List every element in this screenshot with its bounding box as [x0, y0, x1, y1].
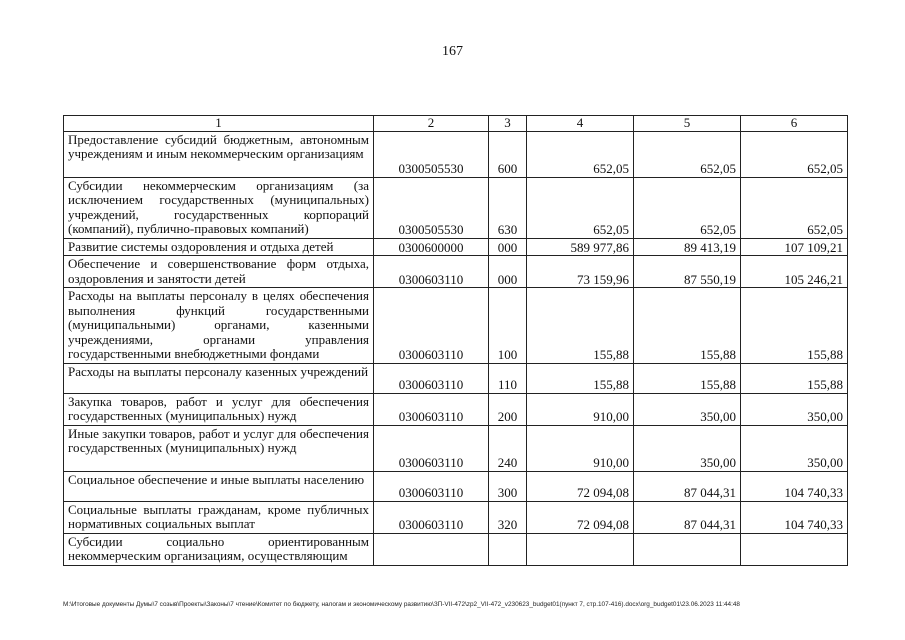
row-expense-type: 200 [489, 393, 527, 425]
row-value-col6: 104 740,33 [741, 471, 848, 501]
row-description: Субсидии некоммерческим организациям (за исключением государственных (муниципальных) учреждений, государственных корпораций (компаний), публично-правовых компаний) [64, 177, 374, 238]
row-target-code: 0300603110 [374, 393, 489, 425]
table-row [64, 177, 848, 238]
row-value-col4: 72 094,08 [527, 471, 634, 501]
row-description: Иные закупки товаров, работ и услуг для обеспечения государственных (муниципальных) нужд [64, 425, 374, 471]
row-description: Расходы на выплаты персоналу казенных учреждений [64, 363, 374, 393]
row-value-col4 [527, 533, 634, 565]
row-target-code: 0300603110 [374, 363, 489, 393]
document-path-footer: M:\Итоговые документы Думы\7 созыв\Проекты\Законы\7 чтение\Комитет по бюджету, налогам и экономическому развитию\ЗП-VII-472\zp2_VII-472_v230623_budget01(пункт 7, стр.107-416).docx\org_budget01\23.06.2023 11:44:48 [63, 601, 740, 608]
row-expense-type: 300 [489, 471, 527, 501]
row-value-col5: 87 044,31 [634, 471, 741, 501]
row-expense-type: 320 [489, 501, 527, 533]
row-target-code: 0300603110 [374, 471, 489, 501]
row-target-code: 0300505530 [374, 177, 489, 238]
row-value-col6: 350,00 [741, 425, 848, 471]
page-number: 167 [442, 44, 463, 59]
row-description: Закупка товаров, работ и услуг для обеспечения государственных (муниципальных) нужд [64, 393, 374, 425]
row-value-col6: 105 246,21 [741, 256, 848, 288]
row-expense-type: 240 [489, 425, 527, 471]
row-value-col4: 589 977,86 [527, 238, 634, 256]
row-expense-type: 600 [489, 131, 527, 177]
row-value-col5: 652,05 [634, 131, 741, 177]
row-description: Субсидии социально ориентированным некоммерческим организациям, осуществляющим [64, 533, 374, 565]
row-description: Предоставление субсидий бюджетным, автономным учреждениям и иным некоммерческим организациям [64, 131, 374, 177]
column-header-2: 2 [374, 116, 489, 132]
row-description: Расходы на выплаты персоналу в целях обеспечения выполнения функций государственными (муниципальными) органами, казенными учреждениями, органами управления государственными внебюджетными фондами [64, 288, 374, 364]
column-header-5: 5 [634, 116, 741, 132]
row-description: Социальные выплаты гражданам, кроме публичных нормативных социальных выплат [64, 501, 374, 533]
column-header-3: 3 [489, 116, 527, 132]
row-value-col6: 107 109,21 [741, 238, 848, 256]
row-target-code [374, 533, 489, 565]
row-value-col6: 652,05 [741, 177, 848, 238]
row-target-code: 0300603110 [374, 425, 489, 471]
row-description: Обеспечение и совершенствование форм отдыха, оздоровления и занятости детей [64, 256, 374, 288]
row-value-col5: 350,00 [634, 393, 741, 425]
row-value-col5: 155,88 [634, 288, 741, 364]
row-value-col4: 155,88 [527, 363, 634, 393]
row-value-col6 [741, 533, 848, 565]
row-value-col5: 350,00 [634, 425, 741, 471]
row-value-col4: 910,00 [527, 393, 634, 425]
row-value-col6: 155,88 [741, 288, 848, 364]
budget-table [63, 115, 848, 566]
row-value-col5: 87 044,31 [634, 501, 741, 533]
row-value-col4: 155,88 [527, 288, 634, 364]
column-header-1: 1 [64, 116, 374, 132]
table-row [64, 425, 848, 471]
row-value-col6: 155,88 [741, 363, 848, 393]
row-expense-type: 100 [489, 288, 527, 364]
row-expense-type: 630 [489, 177, 527, 238]
row-target-code: 0300603110 [374, 288, 489, 364]
row-value-col4: 652,05 [527, 177, 634, 238]
row-value-col4: 73 159,96 [527, 256, 634, 288]
row-value-col4: 652,05 [527, 131, 634, 177]
column-header-6: 6 [741, 116, 848, 132]
row-value-col5: 89 413,19 [634, 238, 741, 256]
row-value-col4: 72 094,08 [527, 501, 634, 533]
row-target-code: 0300603110 [374, 501, 489, 533]
row-target-code: 0300505530 [374, 131, 489, 177]
row-value-col5: 652,05 [634, 177, 741, 238]
table-row [64, 471, 848, 501]
row-target-code: 0300603110 [374, 256, 489, 288]
row-expense-type [489, 533, 527, 565]
row-expense-type: 110 [489, 363, 527, 393]
row-target-code: 0300600000 [374, 238, 489, 256]
row-expense-type: 000 [489, 256, 527, 288]
row-description: Социальное обеспечение и иные выплаты населению [64, 471, 374, 501]
table-row [64, 288, 848, 364]
row-value-col6: 104 740,33 [741, 501, 848, 533]
column-number-row [64, 116, 848, 132]
row-value-col5: 155,88 [634, 363, 741, 393]
table-row [64, 501, 848, 533]
table-row [64, 363, 848, 393]
table-row [64, 533, 848, 565]
column-header-4: 4 [527, 116, 634, 132]
table-row [64, 256, 848, 288]
row-expense-type: 000 [489, 238, 527, 256]
table-row [64, 238, 848, 256]
row-value-col6: 350,00 [741, 393, 848, 425]
row-value-col5: 87 550,19 [634, 256, 741, 288]
table-row [64, 393, 848, 425]
row-value-col5 [634, 533, 741, 565]
row-value-col4: 910,00 [527, 425, 634, 471]
row-value-col6: 652,05 [741, 131, 848, 177]
row-description: Развитие системы оздоровления и отдыха детей [64, 238, 374, 256]
table-row [64, 131, 848, 177]
